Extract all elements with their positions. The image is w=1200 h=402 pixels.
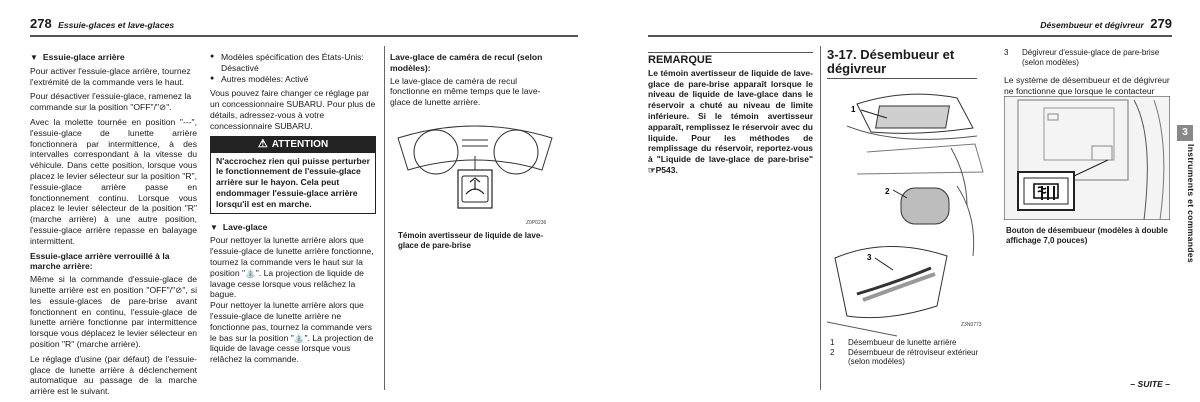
paragraph: Le réglage d'usine (par défaut) de l'essuie-glace de lunette arrière à déclenchement automatique au passage de la marche arrière est le suivant. xyxy=(30,353,197,397)
left-column-3 xyxy=(390,52,556,112)
defogger-button-figure xyxy=(1004,96,1170,220)
remarque-title: REMARQUE xyxy=(648,52,813,66)
column-divider xyxy=(820,46,821,390)
camera-washer-heading: Lave-glace de caméra de recul (selon modèles): xyxy=(390,52,543,73)
figure-code: Z0P0236 xyxy=(526,220,547,226)
left-column-2 xyxy=(210,52,376,369)
right-page-number: 279 xyxy=(1150,16,1172,31)
callout-3: 3 xyxy=(867,253,872,262)
right-section-title: Désembueur et dégivreur xyxy=(1040,20,1144,30)
list-item: 1 Désembueur de lunette arrière xyxy=(830,338,957,347)
defogger-button-caption: Bouton de désembueur (modèles à double affichage 7,0 pouces) xyxy=(1006,226,1168,245)
washer-warning-caption: Témoin avertisseur de liquide de lave-glace de pare-brise xyxy=(398,231,543,250)
paragraph: Pour nettoyer la lunette arrière alors que l'essuie-glace de lunette arrière ne fonctionne pas, tournez la commande vers le bas sur la position "⛲". La projection de liquide de lavage cesse lorsque vous relâchez la commande. xyxy=(210,300,374,365)
washer-warning-figure xyxy=(392,120,558,228)
right-column-1 xyxy=(648,52,813,176)
paragraph: Pour activer l'essuie-glace arrière, tournez l'extrémité de la commande vers le haut. xyxy=(30,65,191,87)
paragraph: Vous pouvez faire changer ce réglage par un concessionnaire SUBARU. Pour plus de détails, adressez-vous à votre concessionnaire SUBARU. xyxy=(210,88,376,131)
washer-fluid-icon xyxy=(466,178,484,194)
paragraph: Pour désactiver l'essuie-glace, ramenez la commande sur la position "OFF"/"⊘". xyxy=(30,91,192,113)
paragraph: Avec la molette tournée en position "---", l'essuie-glace de lunette arrière fonctionnera par intermittence, à des intervalles correspondant à la vitesse du véhicule. Dans cette position, lorsque vous placez le levier sélecteur sur la position "R", l'essuie-glace arrière passe en fonctionnement continu. Lorsque vous placez le levier sélecteur de la position "R" (marche arrière) à une autre position, l'essuie-glace arrière repasse en balayage intermittent. xyxy=(30,116,197,246)
list-item: ● Autres modèles: Activé xyxy=(210,74,376,85)
chapter-tab-label: Instruments et commandes xyxy=(1186,144,1196,263)
defogger-list xyxy=(830,338,996,367)
section-title: 3-17. Désembueur et dégivreur xyxy=(827,48,977,79)
callout-1: 1 xyxy=(851,105,856,114)
right-column-2 xyxy=(827,48,994,79)
paragraph: Le lave-glace de caméra de recul fonctionne en même temps que le lave-glace de lunette arrière. xyxy=(390,75,541,108)
attention-header: ⚠ ATTENTION xyxy=(210,136,376,152)
rear-wiper-heading: ▼ Essuie-glace arrière xyxy=(30,52,125,62)
list-item: 2 Désembueur de rétroviseur extérieur (selon modèles) xyxy=(830,347,979,367)
continued-footer: – SUITE – xyxy=(1130,379,1170,389)
left-section-title: Essuie-glaces et lave-glaces xyxy=(58,20,175,30)
right-page-header xyxy=(648,16,1172,37)
column-divider xyxy=(384,46,385,390)
figure-code: Z3N0773 xyxy=(961,322,982,328)
attention-box: N'accrochez rien qui puisse perturber le fonctionnement de l'essuie-glace arrière sur le hayon. Cela peut endommager l'essuie-glace arrière lorsqu'il est en marche. xyxy=(210,152,376,214)
paragraph: Le système de désembueur et de dégivreur ne fonctionne que lorsque le contacteur xyxy=(1004,75,1170,96)
callout-2: 2 xyxy=(885,187,890,196)
left-column-1 xyxy=(30,52,197,401)
defogger-figure xyxy=(827,86,993,340)
left-page-number: 278 xyxy=(30,16,52,31)
chapter-tab: 3 xyxy=(1177,125,1193,141)
paragraph: Même si la commande d'essuie-glace de lunette arrière est en position "OFF"/"⊘", si les essuie-glaces de pare-brise avant fonctionnent en continu, l'essuie-glace de lunette arrière fonctionne par intermittence lorsque vous déplacez le levier sélecteur en position "R" (marche arrière). xyxy=(30,274,197,349)
paragraph: Pour nettoyer la lunette arrière alors que l'essuie-glace de lunette arrière fonctionne, tournez la commande vers le haut sur la position "⛲". La projection de liquide de lavage cesse lorsque vous relâchez la bague. xyxy=(210,235,374,300)
washer-heading: ▼ Lave-glace xyxy=(210,221,268,232)
list-item: ● Modèles spécification des États-Unis: Désactivé xyxy=(210,52,376,74)
warning-triangle-icon: ⚠ xyxy=(257,137,268,150)
list-item: 3 Dégivreur d'essuie-glace de pare-brise (selon modèles) xyxy=(1004,48,1160,67)
reverse-wiper-heading: Essuie-glace arrière verrouillé à la marche arrière: xyxy=(30,250,170,272)
remarque-text: Le témoin avertisseur de liquide de lave-glace de pare-brise apparaît lorsque le niveau de liquide de lave-glace dans le réservoir a chuté au niveau de limite inférieure. Si le témoin avertisseur apparaît, remplissez le réservoir avec du liquide. Pour les méthodes de remplissage du réservoir, reportez-vous à "Liquide de lave-glace de pare-brise" ☞P543. xyxy=(648,67,813,175)
left-page-header xyxy=(30,16,578,37)
